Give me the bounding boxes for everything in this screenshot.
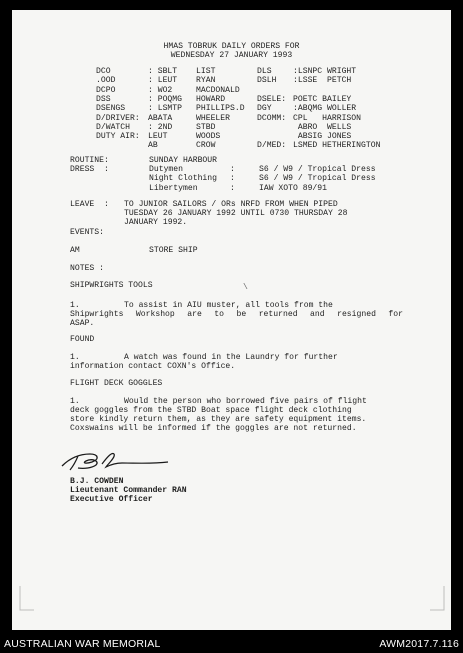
shipwrights-heading: SHIPWRIGHTS TOOLS (70, 281, 153, 290)
flight-line-3: Coxswains will be informed if the goggles are not returned. (70, 424, 357, 433)
dress-category: Libertymen (149, 183, 198, 193)
dress-category: Night Clothing (149, 174, 217, 184)
duty-left-rank: : 2ND (148, 122, 173, 132)
duty-right-name: POETC BAILEY (293, 94, 352, 104)
flight-lead: Would the person who borrowed five pairs of flight (124, 397, 367, 406)
duty-left-role: D/DRIVER: (96, 113, 140, 123)
duty-left-rank: : LSMTP (148, 104, 182, 114)
flight-line-1: deck goggles from the STBD Boat space flight deck clothing (70, 406, 352, 415)
orders-title: HMAS TOBRUK DAILY ORDERS FOR (163, 42, 300, 51)
duty-left-role: D/WATCH (96, 122, 130, 132)
signatory-rank: Lieutenant Commander RAN (70, 486, 187, 495)
duty-left-rank: ABATA (148, 113, 173, 123)
leave-line-2: TUESDAY 26 JANUARY 1992 UNTIL 0730 THURSDAY 28 (124, 209, 348, 218)
event-am-label: AM (70, 246, 80, 255)
duty-left-name: STBD (196, 122, 216, 132)
flight-number: 1. (70, 397, 80, 406)
found-heading: FOUND (70, 335, 95, 344)
dress-category: Dutymen (149, 165, 183, 174)
footer-institution: AUSTRALIAN WAR MEMORIAL (4, 638, 161, 650)
document-sheet (12, 10, 451, 630)
signatory-title: Executive Officer (70, 495, 153, 504)
found-last: information contact COXN's Office. (70, 362, 236, 371)
duty-left-rank: AB (148, 141, 158, 151)
duty-right-name: :LSSE PETCH (293, 76, 352, 86)
duty-right-name: :ABQMG WOLLER (293, 104, 357, 114)
duty-left-role: DSENGS (96, 104, 126, 114)
signatory-name: B.J. COWDEN (70, 477, 124, 486)
duty-left-name: WOODS (196, 132, 221, 142)
dress-value: IAW XOTO 89/91 (259, 183, 327, 193)
found-number: 1. (70, 353, 80, 362)
dress-separator: : (230, 174, 235, 184)
duty-right-role: DGY (257, 104, 272, 114)
duty-left-name: LIST (196, 67, 216, 76)
duty-left-role: .OOD (96, 76, 116, 86)
shipwrights-lead: To assist in AIU muster, all tools from the (124, 301, 333, 310)
duty-left-name: RYAN (196, 76, 216, 86)
duty-right-role: D/MED: (257, 141, 287, 151)
duty-right-role: DSLH (257, 76, 277, 86)
footer-accession-number: AWM2017.7.116 (379, 638, 459, 650)
handwritten-signature (56, 448, 176, 474)
duty-left-name: HOWARD (196, 94, 226, 104)
duty-left-name: MACDONALD (196, 85, 240, 95)
duty-left-rank: LEUT (148, 132, 168, 142)
shipwrights-last: ASAP. (70, 319, 95, 328)
dress-value: S6 / W9 / Tropical Dress (259, 174, 376, 184)
shipwrights-number: 1. (70, 301, 80, 310)
events-label: EVENTS: (70, 228, 104, 237)
duty-right-role: DLS (257, 67, 272, 76)
flight-line-2: store kindly return them, as they are safety equipment items. (70, 415, 367, 424)
archive-footer (0, 634, 463, 653)
leave-line-1: TO JUNIOR SAILORS / ORs NRFD FROM WHEN PIPED (124, 200, 338, 209)
duty-right-name: LSMED HETHERINGTON (293, 141, 381, 151)
corner-bracket-left (18, 584, 36, 612)
duty-left-rank: : POQMG (148, 94, 182, 104)
duty-left-name: PHILLIPS.D (196, 104, 245, 114)
dress-separator: : (230, 183, 235, 193)
routine-value: SUNDAY HARBOUR (149, 156, 217, 165)
dress-label: DRESS : (70, 165, 109, 174)
orders-date: WEDNESDAY 27 JANUARY 1993 (170, 51, 293, 60)
duty-right-role: DCOMM: (257, 113, 287, 123)
duty-left-role: DSS (96, 94, 111, 104)
duty-right-name: CPL HARRISON (293, 113, 361, 123)
leave-label: LEAVE : (70, 200, 109, 209)
duty-left-role: DCPO (96, 85, 116, 95)
leave-line-3: JANUARY 1992. (124, 218, 188, 227)
duty-left-role: DCO (96, 67, 111, 76)
duty-left-rank: : WO2 (148, 85, 173, 95)
duty-left-rank: : LEUT (148, 76, 178, 86)
dress-value: S6 / W9 / Tropical Dress (259, 165, 376, 174)
event-am-value: STORE SHIP (149, 246, 198, 255)
flight-heading: FLIGHT DECK GOGGLES (70, 379, 163, 388)
duty-left-role: DUTY AIR: (96, 132, 140, 142)
duty-right-name: ABSIG JONES (293, 132, 352, 142)
duty-left-name: WHEELER (196, 113, 230, 123)
corner-bracket-right (428, 584, 446, 612)
notes-label: NOTES : (70, 264, 104, 273)
routine-label: ROUTINE: (70, 156, 109, 165)
shipwrights-body: Shipwrights Workshop are to be returned and resigned for (70, 310, 403, 319)
duty-left-rank: : SBLT (148, 67, 178, 76)
duty-right-name: :LSNPC WRIGHT (293, 67, 357, 76)
found-lead: A watch was found in the Laundry for further (124, 353, 338, 362)
duty-right-name: ABRO WELLS (293, 122, 352, 132)
stray-mark: \ (243, 283, 248, 292)
duty-left-name: CROW (196, 141, 216, 151)
duty-right-role: DSELE: (257, 94, 287, 104)
dress-separator: : (230, 165, 235, 174)
